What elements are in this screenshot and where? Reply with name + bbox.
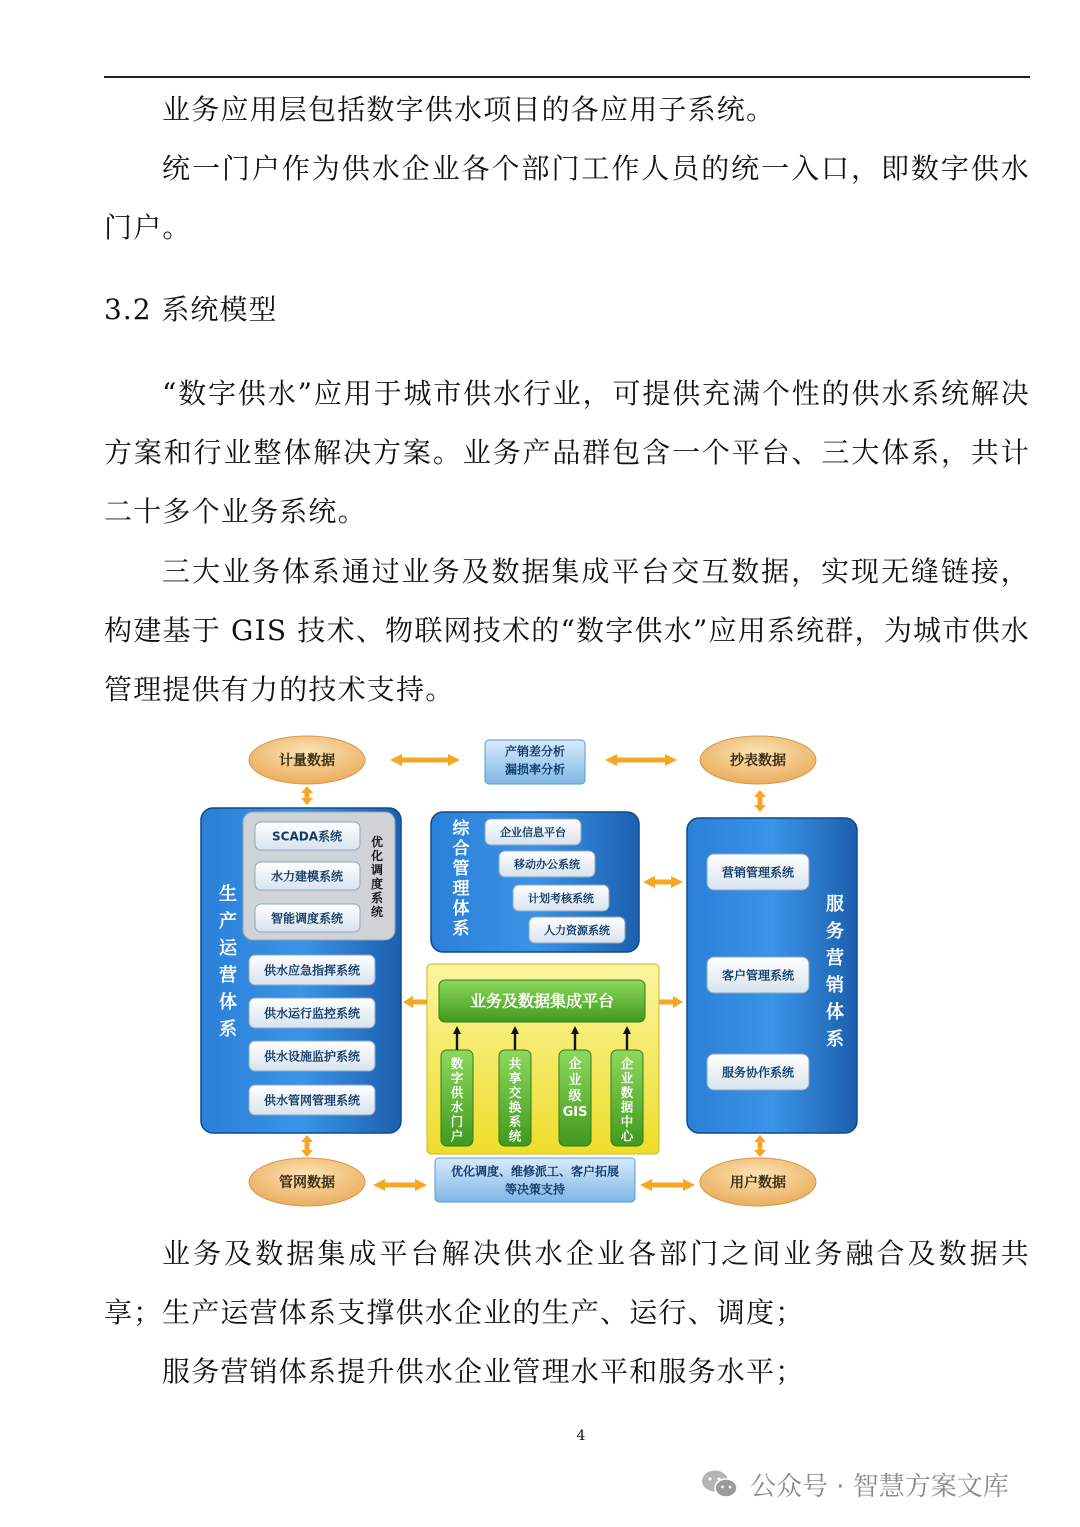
vertical-arrow xyxy=(301,786,313,805)
section-heading: 3.2 系统模型 xyxy=(104,293,278,326)
bottom-center-line2: 等决策支持 xyxy=(504,1182,566,1197)
paragraph-5: 业务及数据集成平台解决供水企业各部门之间业务融合及数据共享； xyxy=(104,1237,1030,1329)
production-system-title: 生产运营体系 xyxy=(219,884,237,1040)
paragraph-7: 服务营销体系提升供水企业管理水平和服务水平； xyxy=(162,1355,805,1388)
management-item-label-2: 计划考核系统 xyxy=(528,892,594,905)
arrow-top-right xyxy=(605,754,677,766)
double-arrow xyxy=(373,1179,427,1191)
oval-label-user_data: 用户数据 xyxy=(730,1175,786,1191)
paragraph-1: 业务应用层包括数字供水项目的各应用子系统。 xyxy=(162,93,776,126)
double-arrow xyxy=(643,876,683,888)
production-inner-label-1: 水力建模系统 xyxy=(270,869,344,884)
production-item-label-3: 供水管网管理系统 xyxy=(263,1093,361,1108)
arrow-platform-right xyxy=(657,996,683,1008)
production-item-label-1: 供水运行监控系统 xyxy=(263,1006,361,1021)
bottom-center-line1: 优化调度、维修派工、客户拓展 xyxy=(450,1164,620,1179)
vertical-arrow xyxy=(754,790,766,812)
management-item-label-3: 人力资源系统 xyxy=(544,924,610,937)
arrow-mgmt-service xyxy=(643,876,683,888)
oval-label-meter_reading: 抄表数据 xyxy=(730,753,786,769)
management-item-label-1: 移动办公系统 xyxy=(514,858,580,871)
paragraph-4: 三大业务体系通过业务及数据集成平台交互数据，实现无缝链接，构建基于 GIS 技术、物联网技术的“数字供水”应用系统群，为城市供水管理提供有力的技术支持。 xyxy=(104,555,1030,706)
header-rule xyxy=(104,76,1030,78)
production-item-label-2: 供水设施监护系统 xyxy=(263,1049,361,1064)
page-number: 4 xyxy=(576,1428,586,1444)
production-item-label-0: 供水应急指挥系统 xyxy=(263,963,361,978)
arrow-reading-down xyxy=(754,790,766,812)
paragraph-2: 统一门户作为供水企业各个部门工作人员的统一入口，即数字供水门户。 xyxy=(104,152,1030,244)
arrow-bottom-right xyxy=(640,1179,695,1191)
vertical-arrow xyxy=(754,1135,766,1157)
paragraph-3: “数字供水”应用于城市供水行业，可提供充满个性的供水系统解决方案和行业整体解决方案。业务产品群包含一个平台、三大体系，共计二十多个业务系统。 xyxy=(104,377,1030,528)
platform-pillar-label-3: 企业数据中心 xyxy=(620,1056,634,1144)
arrow-platform-left xyxy=(403,996,430,1008)
service-item-label-1: 客户管理系统 xyxy=(721,968,795,983)
wechat-icon xyxy=(700,1468,740,1500)
oval-label-metering: 计量数据 xyxy=(279,753,335,769)
arrow-metering-down xyxy=(301,786,313,805)
platform-pillar-label-2: 企业级 GIS xyxy=(562,1057,588,1120)
watermark xyxy=(700,1462,1060,1506)
arrow-pipe-up xyxy=(301,1135,313,1157)
oval-label-pipe_network: 管网数据 xyxy=(279,1175,335,1191)
management-item-label-0: 企业信息平台 xyxy=(500,826,566,839)
double-arrow xyxy=(390,754,460,766)
integration-platform-title: 业务及数据集成平台 xyxy=(469,991,615,1011)
double-arrow xyxy=(605,754,677,766)
top-center-line1: 产销差分析 xyxy=(504,744,566,759)
system-model-diagram xyxy=(195,730,865,1210)
top-center-line2: 漏损率分析 xyxy=(504,762,566,777)
arrow-top-left xyxy=(390,754,460,766)
double-arrow xyxy=(640,1179,695,1191)
paragraph-6: 生产运营体系支撑供水企业的生产、运行、调度； xyxy=(162,1296,805,1329)
optimize-dispatch-label: 优化调度系统 xyxy=(370,835,384,919)
arrow-user-up xyxy=(754,1135,766,1157)
production-inner-label-0: SCADA系统 xyxy=(272,829,342,844)
vertical-arrow xyxy=(301,1135,313,1157)
service-item-label-2: 服务协作系统 xyxy=(721,1065,795,1080)
production-inner-label-2: 智能调度系统 xyxy=(270,911,344,926)
arrow-bottom-left xyxy=(373,1179,427,1191)
service-system-title: 服务营销体系 xyxy=(826,894,844,1050)
service-item-label-0: 营销管理系统 xyxy=(721,865,795,880)
platform-pillar-label-0: 数字供水门户 xyxy=(450,1056,464,1144)
watermark-text: 公众号 · 智慧方案文库 xyxy=(750,1471,1009,1502)
management-system-title: 综合管理体系 xyxy=(452,819,470,939)
platform-pillar-label-1: 共享交换系统 xyxy=(508,1056,522,1144)
